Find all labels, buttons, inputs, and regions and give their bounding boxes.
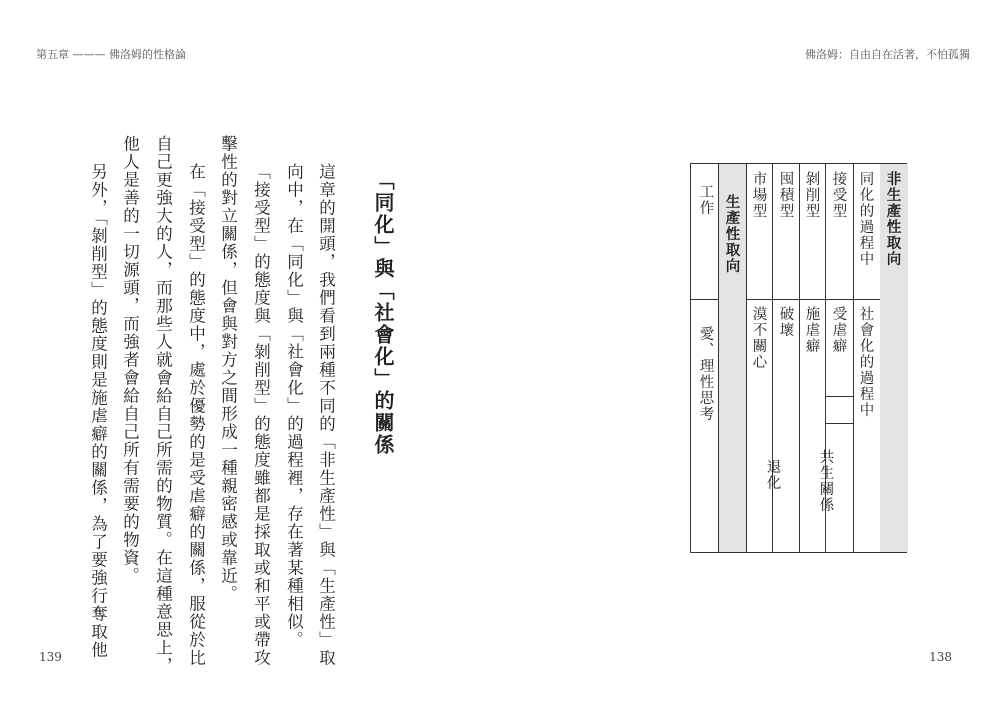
non-productive-header: 非生產性取向 <box>884 171 901 267</box>
productive-header: 生產性取向 <box>723 194 740 274</box>
body-column-4: 擊性的對立關係，但會與對方之間形成一種親密感或靠近。 <box>218 135 238 603</box>
type-hoarding: 囤積型 <box>777 171 794 219</box>
type-receptive: 接受型 <box>830 171 847 219</box>
body-column-8: 另外，「剝削型」的態度則是施虐癖的關係，為了要強行奪取他 <box>88 163 108 659</box>
body-column-1: 這章的開頭，我們看到兩種不同的「非生產性」與「生產性」取 <box>316 163 336 667</box>
body-column-2: 向中，在「同化」與「社會化」的過程裡，存在著某種相似。 <box>284 163 304 649</box>
withdrawal-cell: 退化 <box>764 459 781 491</box>
type-exploitative: 剝削型 <box>803 171 820 219</box>
love-cell: 愛、理性思考 <box>697 326 714 422</box>
running-head-right: 佛洛姆：自由自在活著，不怕孤獨 <box>805 48 970 61</box>
orientation-table <box>690 163 907 553</box>
relation-masochism: 受虐癖 <box>830 306 847 354</box>
body-column-6: 自己更強大的人，而那些人就會給自己所需的物質。在這種意思上， <box>153 135 173 675</box>
body-column-5: 在「接受型」的態度中，處於優勢的是受虐癖的關係，服從於比 <box>186 163 206 667</box>
section-heading: 「同化」與「社會化」的關係 <box>371 170 395 456</box>
relation-sadism: 施虐癖 <box>803 306 820 354</box>
relation-destructiveness: 破壞 <box>777 306 794 338</box>
page-number-left: 139 <box>39 650 62 664</box>
relation-indifference: 漠不關心 <box>750 306 767 370</box>
assimilation-header: 同化的過程中 <box>857 171 874 267</box>
socialization-header: 社會化的過程中 <box>857 306 874 418</box>
work-cell: 工作 <box>697 184 714 216</box>
symbiosis-cell: 共生關係 <box>817 449 834 513</box>
body-column-7: 他人是善的一切源頭，而強者會給自己所有需要的物資。 <box>120 135 140 585</box>
running-head-left: 第五章 ——— 佛洛姆的性格論 <box>36 48 186 61</box>
body-column-3: 「接受型」的態度與「剝削型」的態度雖都是採取或和平或帶攻 <box>251 163 271 667</box>
page-number-right: 138 <box>929 650 952 664</box>
type-marketing: 市場型 <box>750 171 767 219</box>
